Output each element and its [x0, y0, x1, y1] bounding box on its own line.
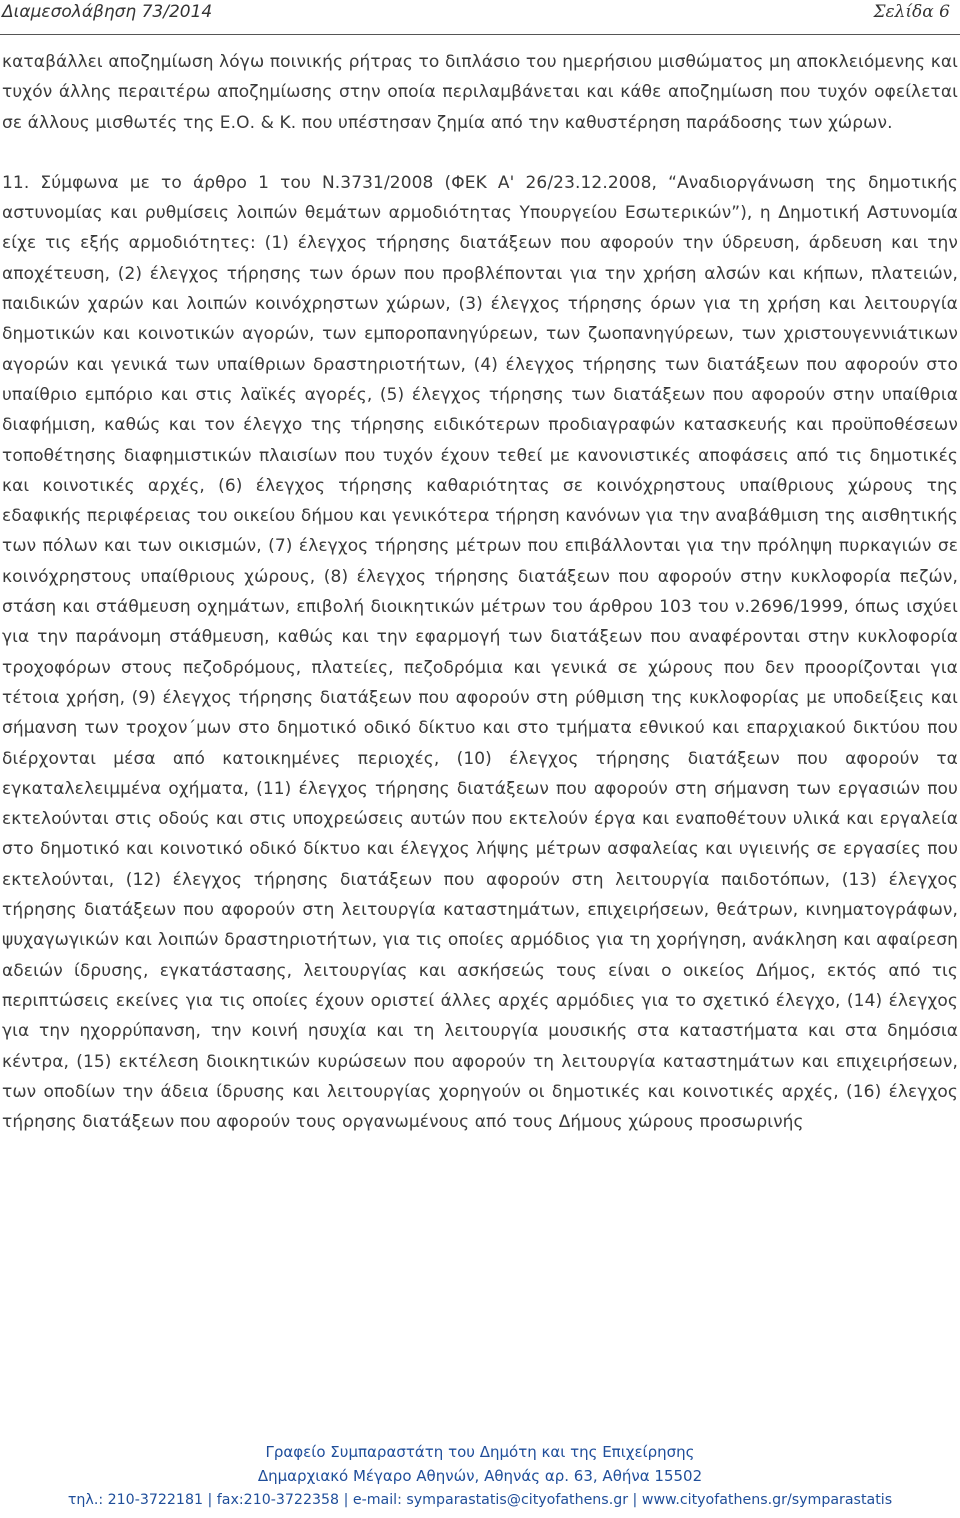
footer-contact: τηλ.: 210-3722181 | fax:210-3722358 | e-mail: symparastatis@cityofathens.gr | www.cityofathens.gr/symparastatis — [67, 1492, 893, 1508]
paragraph-2: 11. Σύμφωνα με το άρθρο 1 του Ν.3731/2008 (ΦΕΚ Α' 26/23.12.2008, “Αναδιοργάνωση της δημοτικής αστυνομίας και ρυθμίσεις λοιπών θεμάτων αρμοδιότητας Υπουργείου Εσωτερικών”), η Δημοτική Αστυνομία είχε τις εξής αρμοδιότητες: (1) έλεγχος τήρησης διατάξεων που αφορούν την ύδρευση, άρδευση και την αποχέτευση, (2) έλεγχος τήρησης των όρων που προβλέπονται για την χρήση αλσών και κήπων, πλατειών, παιδικών χαρών και λοιπών κοινόχρηστων χώρων, (3) έλεγχος τήρησης όρων για τη χρήση και λειτουργία δημοτικών και κοινοτικών αγορών, των εμποροπανηγύρεων, των ζωοπανηγύρεων, των χριστουγεννιάτικων αγορών και γενικά των υπαίθριων δραστηριοτήτων, (4) έλεγχος τήρησης των διατάξεων που αφορούν στο υπαίθριο εμπόριο και στις λαϊκές αγορές, (5) έλεγχος τήρησης των διατάξεων που αφορούν στην υπαίθρια διαφήμιση, καθώς και τον έλεγχο της τήρησης ειδικότερων προδιαγραφών κατασκευής και προϋποθέσεων τοποθέτησης διαφημιστικών πλαισίων που τυχόν έχουν τεθεί με κανονιστικές αποφάσεις από τις δημοτικές και κοινοτικές αρχές, (6) έλεγχος τήρησης καθαριότητας σε κοινόχρηστους υπαίθριους χώρους της εδαφικής περιφέρειας του οικείου δήμου και γενικότερα τήρηση κανόνων για την αναβάθμιση της αισθητικής των πόλων και των οικισμών, (7) έλεγχος τήρησης μέτρων που επιβάλλονται για την πρόληψη πυρκαγιών σε κοινόχρηστους υπαίθριους χώρους, (8) έλεγχος τήρησης διατάξεων που αφορούν στην κυκλοφορία πεζών, στάση και στάθμευση οχημάτων, επιβολή διοικητικών μέτρων του άρθρου 103 του ν.2696/1999, όπως ισχύει για την παράνομη στάθμευση, καθώς και την εφαρμογή των διατάξεων που αναφέρονται στην κυκλοφορία τροχοφόρων στους πεζοδρόμους, πλατείες, πεζοδρόμια και γενικά σε χώρους που δεν προορίζονται για τέτοια χρήση, (9) έλεγχος τήρησης διατάξεων που αφορούν στη ρύθμιση της κυκλοφορίας με υποδείξεις και σήμανση των τροχον΄μων στο δημοτικό οδικό δίκτυο και στο τμήματα εθνικού και επαρχιακού δικτύου που διέρχονται μέσα από κατοικημένες περιοχές, (10) έλεγχος τήρησης διατάξεων που αφορούν τα εγκαταλελειμμένα οχήματα, (11) έλεγχος τήρησης διατάξεων που αφορούν στη σήμανση των εργασιών που εκτελούνται στις οδούς και στις υποχρεώσεις αυτών που εκτελούν έργα και εναποθέτουν υλικά και εργαλεία στο δημοτικό και κοινοτικό οδικό δίκτυο και έλεγχος λήψης μέτρων ασφαλείας και υγιεινής σε εργασίες που εκτελούνται, (12) έλεγχος τήρησης διατάξεων που αφορούν στη λειτουργία παιδοτόπων, (13) έλεγχος τήρησης διατάξεων που αφορούν στη λειτουργία καταστημάτων, επιχειρήσεων, θεάτρων, κινηματογράφων, ψυχαγωγικών και λοιπών δραστηριοτήτων, για τις οποίες αρμόδιος για τη χορήγηση, ανάκληση και αφαίρεση αδειών ίδρυσης, εγκατάστασης, λειτουργίας και ασκήσεώς τους είναι ο οικείος Δήμος, εκτός από τις περιπτώσεις εκείνες για τις οποίες έχουν οριστεί άλλες αρχές αρμόδιες για το σχετικό έλεγχο, (14) έλεγχος για την ηχορρύπανση, την κοινή ησυχία και τη λειτουργία μουσικής στα καταστήματα και στα δημόσια κέντρα, (15) εκτέλεση διοικητικών κυρώσεων που αφορούν τη λειτουργία καταστημάτων και επιχειρήσεων, των οποδίων την άδεια ίδρυσης και λειτουργίας χορηγούν οι δημοτικές και κοινοτικές αρχές, (16) έλεγχος τήρησης διατάξεων που αφορούν τους οργανωμένους από τους Δήμους χώρους προσωρινής — [2, 172, 958, 1133]
footer-address: Δημαρχιακό Μέγαρο Αθηνών, Αθηνάς αρ. 63, Αθήνα 15502 — [257, 1467, 703, 1485]
paragraph-1: καταβάλλει αποζημίωση λόγω ποινικής ρήτρας το διπλάσιο του ημερήσιου μισθώματος μη αποκλειόμενης και τυχόν άλλης περαιτέρω αποζημίωσης στην οποία περιλαμβάνεται και κάθε αποζημίωση που τυχόν οφείλεται σε άλλους μισθωτές της Ε.Ο. & Κ. που υπέστησαν ζημία από την καθυστέρηση παράδοσης των χώρων. — [2, 52, 958, 133]
footer-office-name: Γραφείο Συμπαραστάτη του Δημότη και της Επιχείρησης — [265, 1443, 695, 1461]
document-body — [2, 47, 958, 1137]
document-title: Διαμεσολάβηση 73/2014 — [2, 2, 213, 22]
page-header — [0, 0, 960, 35]
page-footer — [0, 1440, 960, 1512]
page-number: Σελίδα 6 — [873, 2, 950, 22]
